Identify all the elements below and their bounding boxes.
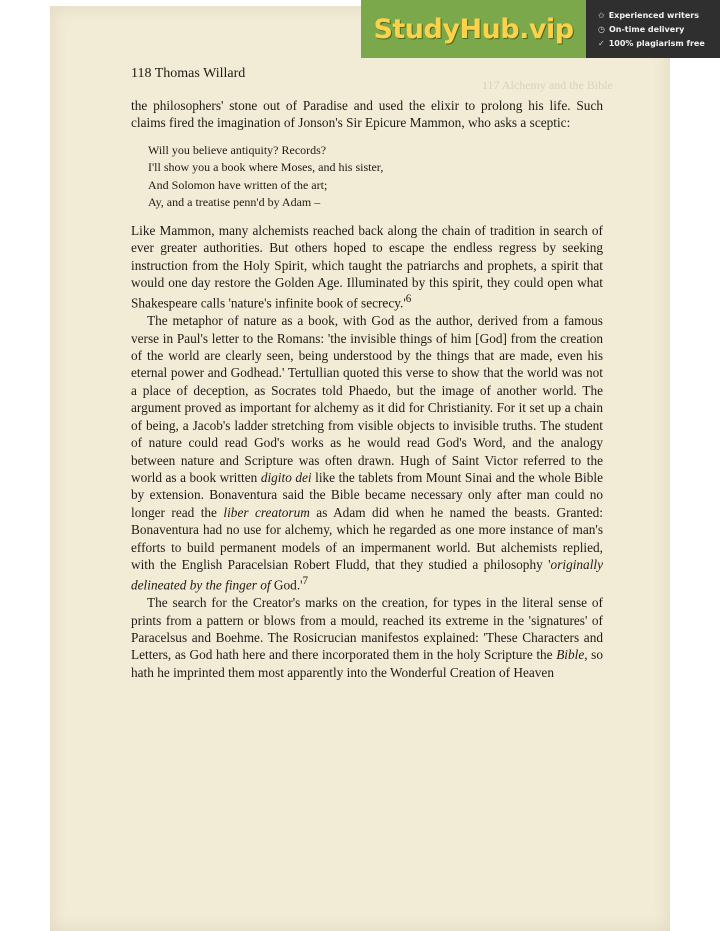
check-icon: ✓ [598,38,605,48]
italic-phrase: digito dei [260,469,312,485]
brand-logo[interactable] [361,0,586,58]
paragraph-text: , so hath he imprinted them most apparently into the Wonderful Creation of Heaven [131,647,603,680]
studyhub-banner[interactable] [361,0,720,58]
paragraph-text: The search for the Creator's marks on the creation, for types in the literal sense of prints from a pattern or blows from a mould, reached its extreme in the 'signatures' of Paracelsus and Boehme. The Rosicrucian manifestos explained: 'These Characters and Letters, as God hath here and there incorporated them in the holy Scripture the [131,595,603,663]
running-header: 118 Thomas Willard [131,66,246,81]
verse-line: Will you believe antiquity? Records? [148,142,327,157]
feature-label: Experienced writers [608,10,700,20]
feature-list [586,0,720,58]
body-text [131,97,603,681]
star-icon: ✩ [598,10,605,20]
paragraph-text: like the tablets from Mount Sinai and the whole Bible by extension. Bonaventura said the Bible became necessary only after man could no longer read the [131,469,603,520]
bleed-through-text: 117 Alchemy and the Bible [482,78,613,92]
clock-icon: ◷ [598,24,605,34]
italic-phrase: originally delineated by the finger of [131,556,603,593]
footnote-ref: 6 [405,293,412,306]
feature-item [598,25,720,34]
paragraph [131,594,603,681]
italic-phrase: Bible [556,647,585,663]
paragraph [131,222,603,312]
italic-phrase: liber creatorum [223,504,310,520]
verse-line: Ay, and a treatise penn'd by Adam – [148,195,321,210]
feature-label: On-time delivery [608,24,685,34]
feature-label: 100% plagiarism free [608,38,705,48]
brand-name: StudyHub.vip [373,13,574,45]
paragraph-text: Like Mammon, many alchemists reached back along the chain of tradition in search of ever greater authorities. But others hoped to escape the endless regress by seeking instruction from the Holy Spirit, which taught the patriarchs and prophets, a spirit that would one day restore the Golden Age. Illuminated by this spirit, they could open what Shakespeare calls 'nature's infinite book of secrecy.' [131,222,603,311]
verse-line: And Solomon have written of the art; [148,177,328,192]
verse-line: I'll show you a book where Moses, and his sister, [148,160,384,175]
paragraph: the philosophers' stone out of Paradise and used the elixir to prolong his life. Such claims fired the imagination of Jonson's Sir Epicure Mammon, who asks a sceptic: [131,98,603,131]
paragraph-text: as Adam did when he named the beasts. Granted: Bonaventura had no use for alchemy, which he regarded as one more instance of man's efforts to build permanent models of an impermanent world. But alchemists replied, with the English Paracelsian Robert Fludd, that they studied a philosophy ' [131,504,603,572]
paragraph-text: The metaphor of nature as a book, with God as the author, derived from a famous verse in Paul's letter to the Romans: 'the invisible things of him [God] from the creation of the world are clearly seen, being understood by the things that are made, even his eternal power and Godhead.' Tertullian quoted this verse to show that the world was not a place of deception, as Socrates told Phaedo, but the image of another world. The argument proved as important for alchemy as it did for Christianity. For it set up a chain of being, a Jacob's ladder stretching from visible objects to invisible truths. The student of nature could read God's works as he would read God's Word, and the analogy between nature and Scripture was often drawn. Hugh of Saint Victor referred to the world as a book written [131,313,603,485]
paragraph [131,312,603,594]
feature-item [598,11,720,20]
paragraph-text: God.' [270,577,303,593]
verse-quote [148,142,603,212]
footnote-ref: 7 [302,575,309,588]
feature-item [598,39,720,48]
